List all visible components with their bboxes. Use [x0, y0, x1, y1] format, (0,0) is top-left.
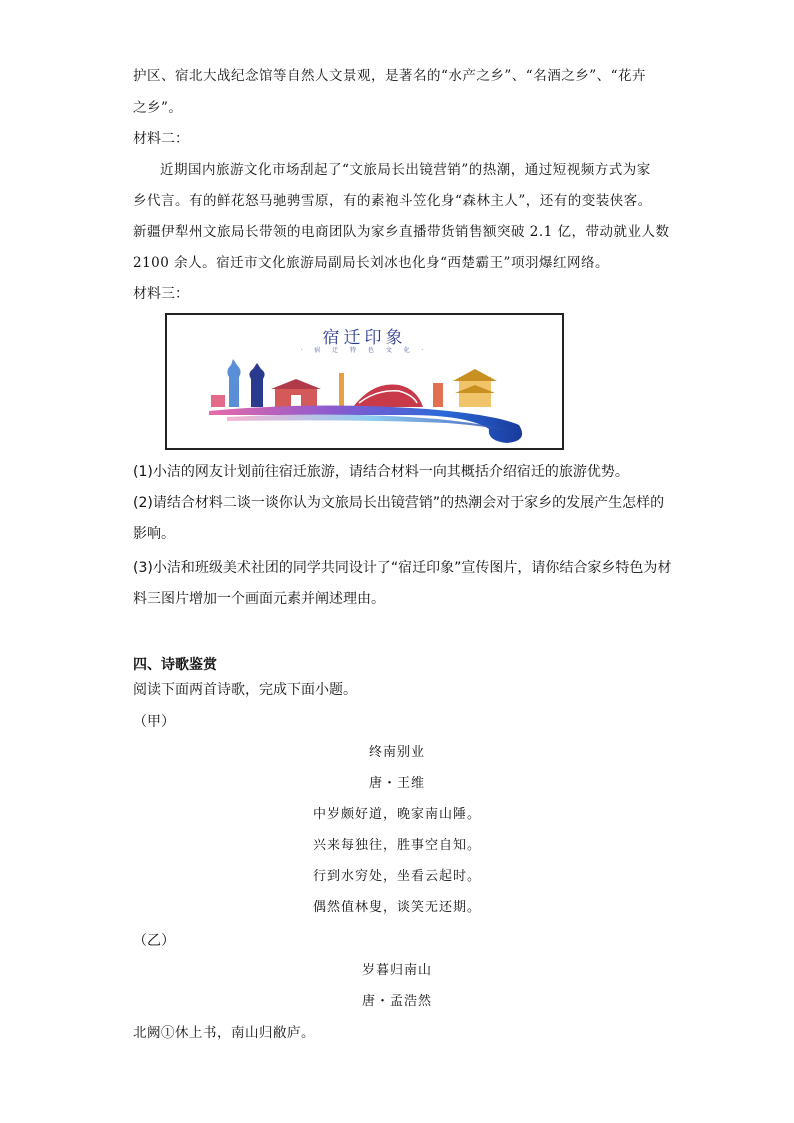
- material2-text-line: 2100 余人。宿迁市文化旅游局副局长刘冰也化身“西楚霸王”项羽爆红网络。: [133, 255, 609, 271]
- question-3-line: 料三图片增加一个画面元素并阐述理由。: [133, 591, 385, 607]
- material1-text-line: 之乡”。: [133, 100, 183, 116]
- poem-b-line: 北阙①休上书，南山归敝庐。: [133, 1025, 315, 1041]
- material3-label: 材料三：: [133, 286, 189, 302]
- image-subtitle: · 宿 迁 特 色 文 化 ·: [300, 347, 429, 354]
- poem-b-tag: （乙）: [133, 933, 175, 949]
- poem-a-title: 终南别业: [368, 745, 425, 760]
- gate-roof-shape: [271, 379, 321, 389]
- tower-shape: [249, 363, 264, 407]
- gate-door-shape: [291, 395, 301, 407]
- skyline-illustration: [167, 315, 562, 448]
- suqian-impression-image: [165, 313, 564, 450]
- material1-text-line: 护区、宿北大战纪念馆等自然人文景观，是著名的“水产之乡”、“名酒之乡”、“花卉: [133, 68, 647, 84]
- poem-a-line: 偶然值林叟，谈笑无还期。: [312, 900, 481, 915]
- poem-a-author: 唐・王维: [368, 776, 425, 791]
- material2-text-line: 新疆伊犁州文旅局长带领的电商团队为家乡直播带货销售额突破 2.1 亿，带动就业人数: [133, 224, 670, 240]
- stadium-shape: [353, 384, 423, 407]
- question-1: (1)小洁的网友计划前往宿迁旅游，请结合材料一向其概括介绍宿迁的旅游优势。: [133, 464, 629, 480]
- slim-tower-shape: [339, 373, 344, 407]
- section-instruction: 阅读下面两首诗歌，完成下面小题。: [133, 682, 357, 698]
- poem-b-author: 唐・孟浩然: [361, 994, 432, 1009]
- material2-text-line: 近期国内旅游文化市场刮起了“文旅局长出镜营销”的热潮，通过短视频方式为家: [160, 162, 651, 178]
- poem-a-line: 行到水穷处，坐看云起时。: [312, 869, 481, 884]
- question-3-line: (3)小洁和班级美术社团的同学共同设计了“宿迁印象”宣传图片，请你结合家乡特色为材: [133, 560, 672, 576]
- tower-shape: [227, 359, 240, 407]
- building-shape: [211, 395, 225, 407]
- material2-label: 材料二：: [133, 131, 189, 147]
- poem-a-line: 中岁颇好道，晚家南山陲。: [312, 807, 481, 822]
- question-2-line: 影响。: [133, 526, 175, 542]
- pagoda-roof-shape: [453, 369, 497, 381]
- poem-b-title: 岁暮归南山: [361, 963, 432, 978]
- image-title: 宿迁印象: [322, 328, 407, 348]
- question-2-line: (2)请结合材料二谈一谈你认为文旅局长出镜营销”的热潮会对于家乡的发展产生怎样的: [133, 495, 665, 511]
- section-heading: 四、诗歌鉴赏: [133, 657, 217, 673]
- material2-text-line: 乡代言。有的鲜花怒马驰骋雪原，有的素袍斗笠化身“森林主人”，还有的变装侠客。: [133, 193, 652, 209]
- poem-a-tag: （甲）: [133, 714, 175, 730]
- poem-a-line: 兴来每独往，胜事空自知。: [312, 838, 481, 853]
- small-tower-shape: [433, 383, 443, 407]
